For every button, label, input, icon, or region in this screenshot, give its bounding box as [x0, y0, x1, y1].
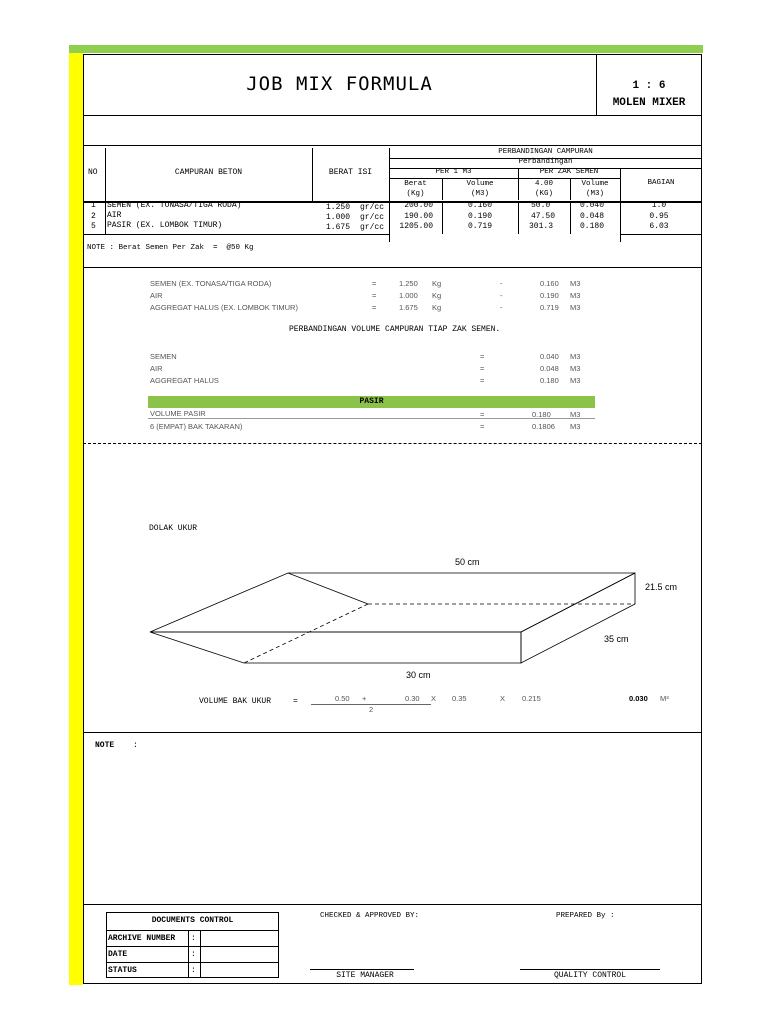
row-zak-berat: 47.50: [531, 212, 556, 221]
row-name: AIR: [107, 211, 122, 220]
dimension-top: 50 cm: [455, 557, 480, 567]
calc-eq: =: [372, 279, 377, 288]
date-label: DATE: [108, 950, 128, 959]
col-zak-volume: [570, 179, 620, 199]
calc-unit-2: M3: [570, 303, 581, 312]
calc-unit: M3: [570, 352, 581, 361]
col-header-berat-isi: BERAT ISI: [328, 168, 373, 177]
calc-value: 0.1806: [532, 422, 555, 431]
calc-unit-2: M3: [570, 291, 581, 300]
pasir-heading: PASIR: [359, 397, 384, 406]
row-no: 2: [91, 212, 96, 221]
row-zak-berat: 301.3: [529, 222, 554, 231]
calc-value: 1.675: [399, 303, 418, 312]
checked-approved-label: CHECKED & APPROVED BY:: [320, 912, 420, 920]
archive-number-colon: :: [191, 934, 196, 943]
calc-value: 0.180: [540, 376, 559, 385]
col-zak-berat-line1: 4.00: [534, 180, 553, 188]
calc-unit-2: M3: [570, 279, 581, 288]
row-zak-berat: 50.0: [531, 201, 551, 210]
box-top-face: [150, 573, 635, 632]
volume-x2: X: [500, 694, 506, 703]
volume-denominator: 2: [369, 705, 374, 714]
row-berat: 190.00: [404, 212, 433, 221]
col-volume-line2: (M3): [470, 190, 489, 198]
dimension-bottom: 30 cm: [406, 670, 431, 680]
row-unit: gr/cc: [360, 203, 385, 212]
calc-dash: -: [500, 303, 503, 312]
status-label: STATUS: [108, 966, 137, 975]
archive-number-field[interactable]: [201, 931, 278, 946]
box-hidden-edge-2: [244, 604, 368, 663]
col-volume: [442, 179, 518, 199]
status-field[interactable]: [201, 963, 278, 978]
row-volume: 0.190: [467, 212, 492, 221]
calc-eq: =: [480, 376, 485, 385]
quality-control-signature: QUALITY CONTROL: [553, 971, 626, 980]
calc-label: 6 (EMPAT) BAK TAKARAN): [150, 422, 243, 431]
volume-label: VOLUME BAK UKUR: [199, 697, 272, 706]
row-unit: gr/cc: [360, 213, 385, 222]
calc-unit: M3: [570, 364, 581, 373]
date-colon: :: [191, 950, 196, 959]
row-zak-volume: 0.180: [579, 222, 604, 231]
calc-eq: =: [372, 303, 377, 312]
row-unit: gr/cc: [360, 223, 385, 232]
row-no: 5: [91, 222, 96, 231]
volume-eq: =: [293, 697, 298, 706]
calc-unit: Kg: [432, 291, 442, 300]
row-berat-isi: 1.675: [326, 223, 351, 232]
volume-b: 0.30: [405, 694, 420, 703]
calc-eq: =: [480, 352, 485, 361]
calc-unit: M3: [570, 422, 581, 431]
volume-result-unit: M³: [660, 694, 669, 703]
note-label: NOTE: [95, 741, 115, 750]
ratio-label: 1 : 6: [632, 80, 666, 92]
dimension-depth: 35 cm: [604, 634, 629, 644]
row-volume: 0.160: [467, 201, 492, 210]
volume-plus: +: [362, 694, 367, 703]
mixer-label: MOLEN MIXER: [612, 97, 686, 109]
row-no: 1: [91, 201, 96, 210]
col-bagian: BAGIAN: [647, 179, 675, 187]
table-note: NOTE : Berat Semen Per Zak = @50 Kg: [87, 244, 254, 252]
col-berat: [389, 179, 442, 199]
calc-eq: =: [480, 364, 485, 373]
calc-label: AGGREGAT HALUS: [150, 376, 219, 385]
calc-dash: -: [500, 291, 503, 300]
calc-value: 1.250: [399, 279, 418, 288]
volume-result: 0.030: [629, 694, 648, 703]
volume-x1: X: [431, 694, 437, 703]
documents-control-title: DOCUMENTS CONTROL: [151, 916, 234, 925]
row-berat-isi: 1.250: [326, 203, 351, 212]
col-group-title: PERBANDINGAN CAMPURAN: [498, 148, 593, 156]
col-header-no: NO: [88, 168, 98, 177]
row-bagian: 6.03: [649, 222, 669, 231]
row-bagian: 0.95: [649, 212, 669, 221]
row-berat: 1205.00: [399, 222, 433, 231]
calc-unit: M3: [570, 410, 581, 419]
top-accent-bar: [69, 45, 703, 53]
col-header-campuran: CAMPURAN BETON: [174, 168, 243, 177]
section-heading-per-zak: PERBANDINGAN VOLUME CAMPURAN TIAP ZAK SEMEN.: [289, 325, 501, 334]
col-zak-berat: [518, 179, 570, 199]
calc-eq: =: [480, 422, 485, 431]
calc-dash: -: [500, 279, 503, 288]
row-volume: 0.719: [467, 222, 492, 231]
status-colon: :: [191, 966, 196, 975]
left-accent-bar: [69, 53, 83, 985]
col-per-m3: PER 1 M3: [435, 168, 472, 176]
page-title: JOB MIX FORMULA: [246, 73, 433, 95]
prepared-by-label: PREPARED By :: [556, 912, 615, 920]
calc-label: SEMEN: [150, 352, 177, 361]
row-berat-isi: 1.000: [326, 213, 351, 222]
calc-value-2: 0.190: [540, 291, 559, 300]
box-front-face: [150, 632, 521, 663]
section-divider: [83, 443, 702, 444]
col-volume-line1: Volume: [466, 180, 494, 188]
calc-unit: M3: [570, 376, 581, 385]
col-per-zak: PER ZAK SEMEN: [539, 168, 599, 176]
site-manager-signature: SITE MANAGER: [336, 971, 394, 980]
col-berat-line2: (Kg): [406, 190, 425, 198]
calc-label: SEMEN (EX. TONASA/TIGA RODA): [150, 279, 272, 288]
calc-value-2: 0.160: [540, 279, 559, 288]
note-colon: :: [133, 741, 138, 750]
calc-value-2: 0.719: [540, 303, 559, 312]
box-side-face: [521, 573, 635, 663]
calc-value: 1.000: [399, 291, 418, 300]
calc-label: AIR: [150, 364, 163, 373]
row-name: PASIR (EX. LOMBOK TIMUR): [107, 221, 223, 230]
calc-label: VOLUME PASIR: [150, 409, 206, 418]
calc-label: AGGREGAT HALUS (EX. LOMBOK TIMUR): [150, 303, 298, 312]
col-zak-volume-line2: (M3): [585, 190, 604, 198]
archive-number-label: ARCHIVE NUMBER: [108, 934, 176, 943]
row-zak-volume: 0.040: [579, 201, 604, 210]
row-berat: 200.00: [404, 201, 433, 210]
col-berat-line1: Berat: [404, 180, 427, 188]
row-name: SEMEN (EX. TONASA/TIGA RODA): [107, 201, 242, 210]
volume-c: 0.35: [452, 694, 467, 703]
calc-label: AIR: [150, 291, 163, 300]
calc-value: 0.048: [540, 364, 559, 373]
volume-a: 0.50: [335, 694, 350, 703]
calc-unit: Kg: [432, 279, 442, 288]
dimension-height: 21.5 cm: [645, 582, 678, 592]
calc-value: 0.040: [540, 352, 559, 361]
col-zak-volume-line1: Volume: [581, 180, 609, 188]
diagram-title: DOLAK UKUR: [149, 524, 198, 533]
row-bagian: 1.0: [651, 201, 667, 210]
col-zak-berat-line2: (KG): [534, 190, 553, 198]
volume-d: 0.215: [522, 694, 541, 703]
col-group-sub: Perbandingan: [518, 158, 573, 166]
calc-value: 0.180: [532, 410, 551, 419]
calc-eq: =: [372, 291, 377, 300]
calc-eq: =: [480, 410, 485, 419]
box-slope-edge: [288, 573, 368, 604]
row-zak-volume: 0.048: [579, 212, 604, 221]
calc-unit: Kg: [432, 303, 442, 312]
date-field[interactable]: [201, 947, 278, 962]
